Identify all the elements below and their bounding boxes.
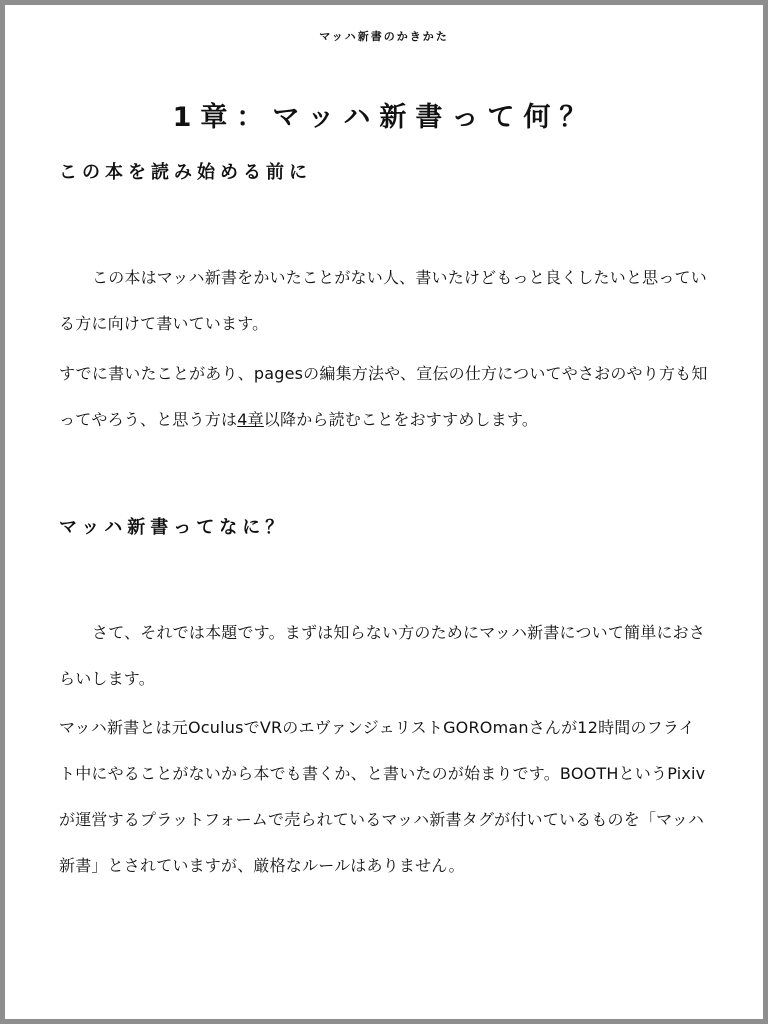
paragraph-already-written	[59, 351, 709, 443]
paragraph-text: すでに書いたことがあり、pagesの編集方法や、宣伝の仕方についてやさおのやり方も知ってやろう、と思う方は	[59, 364, 708, 429]
running-header: マッハ新書のかきかた	[319, 30, 449, 43]
section-heading-before-reading: この本を読み始める前に	[59, 162, 312, 183]
paragraph-origin: マッハ新書とは元OculusでVRのエヴァンジェリストGOROmanさんが12時間のフライト中にやることがないから本でも書くか、と書いたのが始まりです。BOOTHというPixivが運営するプラットフォームで売られているマッハ新書タグが付いているものを「マッハ新書」とされていますが、厳格なルールはありません。	[59, 718, 706, 875]
chapter4-link[interactable]: 4章	[237, 410, 264, 429]
paragraph-text: 以降から読むことをおすすめします。	[263, 410, 539, 429]
book-page	[5, 5, 763, 1019]
chapter-title: 1章：マッハ新書って何？	[172, 102, 596, 133]
section-heading-what-is: マッハ新書ってなに？	[59, 517, 289, 538]
paragraph-intro: この本はマッハ新書をかいたことがない人、書いたけどもっと良くしたいと思っている方に向けて書いています。	[59, 268, 707, 333]
paragraph-main-topic: さて、それでは本題です。まずは知らない方のためにマッハ新書について簡単におさらいします。	[59, 623, 706, 688]
